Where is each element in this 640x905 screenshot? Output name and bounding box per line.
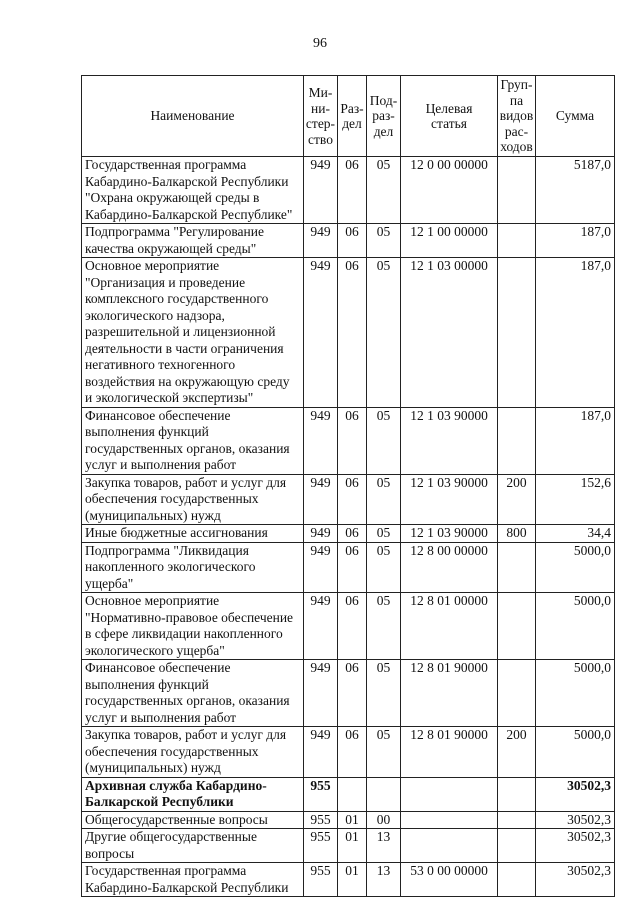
row-amount: 30502,3: [536, 829, 615, 863]
row-name: Подпрограмма "Регулирование качества окружающей среды": [82, 224, 304, 258]
table-row: [82, 660, 615, 727]
row-group: 800: [498, 525, 536, 543]
table-row: [82, 407, 615, 474]
header-target: Целевая статья: [401, 76, 498, 157]
row-target: [401, 811, 498, 829]
row-target: 12 8 01 90000: [401, 727, 498, 778]
row-amount: 5000,0: [536, 660, 615, 727]
row-ministry: 949: [304, 157, 338, 224]
row-amount: 5000,0: [536, 727, 615, 778]
row-section: 01: [338, 811, 367, 829]
row-target: 12 8 01 90000: [401, 660, 498, 727]
row-name: Финансовое обеспечение выполнения функций государственных органов, оказания услуг и выполнения работ: [82, 407, 304, 474]
header-row: [82, 76, 615, 157]
row-name: Финансовое обеспечение выполнения функций государственных органов, оказания услуг и выполнения работ: [82, 660, 304, 727]
row-subsection: 00: [367, 811, 401, 829]
row-ministry: 949: [304, 224, 338, 258]
page-number: 96: [313, 36, 327, 51]
row-name: Основное мероприятие "Нормативно-правовое обеспечение в сфере ликвидации накопленного экологического ущерба": [82, 593, 304, 660]
row-group: [498, 542, 536, 593]
header-section: Раз- дел: [338, 76, 367, 157]
row-group: 200: [498, 727, 536, 778]
row-amount: 30502,3: [536, 777, 615, 811]
row-group: [498, 829, 536, 863]
row-section: 06: [338, 224, 367, 258]
row-section: 01: [338, 863, 367, 897]
header-amount: Сумма: [536, 76, 615, 157]
row-subsection: 05: [367, 407, 401, 474]
row-group: [498, 593, 536, 660]
row-amount: 5187,0: [536, 157, 615, 224]
row-target: 12 0 00 00000: [401, 157, 498, 224]
row-target: 12 1 03 90000: [401, 474, 498, 525]
row-section: 06: [338, 474, 367, 525]
row-subsection: 05: [367, 474, 401, 525]
row-subsection: 05: [367, 542, 401, 593]
row-subsection: 13: [367, 863, 401, 897]
row-name: Другие общегосударственные вопросы: [82, 829, 304, 863]
row-section: 06: [338, 157, 367, 224]
row-amount: 152,6: [536, 474, 615, 525]
row-amount: 34,4: [536, 525, 615, 543]
row-ministry: 949: [304, 727, 338, 778]
row-section: 06: [338, 525, 367, 543]
row-subsection: 13: [367, 829, 401, 863]
table-row: [82, 863, 615, 897]
row-amount: 187,0: [536, 258, 615, 408]
row-amount: 187,0: [536, 224, 615, 258]
row-amount: 5000,0: [536, 593, 615, 660]
row-section: 06: [338, 593, 367, 660]
row-section: 06: [338, 407, 367, 474]
row-ministry: 949: [304, 660, 338, 727]
table-row: [82, 542, 615, 593]
table-row: [82, 224, 615, 258]
row-ministry: 949: [304, 258, 338, 408]
row-ministry: 955: [304, 829, 338, 863]
row-subsection: 05: [367, 660, 401, 727]
row-group: [498, 863, 536, 897]
budget-table: [81, 75, 615, 897]
row-group: [498, 224, 536, 258]
row-target: 53 0 00 00000: [401, 863, 498, 897]
table-row: [82, 811, 615, 829]
row-target: 12 1 00 00000: [401, 224, 498, 258]
row-target: 12 1 03 90000: [401, 407, 498, 474]
row-amount: 30502,3: [536, 863, 615, 897]
row-group: [498, 811, 536, 829]
row-ministry: 949: [304, 474, 338, 525]
table-row: [82, 727, 615, 778]
row-subsection: 05: [367, 727, 401, 778]
row-subsection: 05: [367, 258, 401, 408]
row-amount: 187,0: [536, 407, 615, 474]
row-name: Подпрограмма "Ликвидация накопленного экологического ущерба": [82, 542, 304, 593]
row-subsection: 05: [367, 525, 401, 543]
table-row: [82, 157, 615, 224]
row-name: Общегосударственные вопросы: [82, 811, 304, 829]
row-name: Закупка товаров, работ и услуг для обеспечения государственных (муниципальных) нужд: [82, 727, 304, 778]
row-group: [498, 777, 536, 811]
row-section: 06: [338, 727, 367, 778]
row-ministry: 949: [304, 593, 338, 660]
row-target: 12 1 03 90000: [401, 525, 498, 543]
row-name: Закупка товаров, работ и услуг для обеспечения государственных (муниципальных) нужд: [82, 474, 304, 525]
row-target: [401, 829, 498, 863]
row-group: 200: [498, 474, 536, 525]
row-name: Государственная программа Кабардино-Балкарской Республики: [82, 863, 304, 897]
table-row: [82, 777, 615, 811]
row-section: 06: [338, 660, 367, 727]
row-subsection: 05: [367, 593, 401, 660]
header-subsection: Под- раз- дел: [367, 76, 401, 157]
row-ministry: 949: [304, 407, 338, 474]
row-section: 01: [338, 829, 367, 863]
row-section: 06: [338, 542, 367, 593]
table-row: [82, 829, 615, 863]
header-expense-group: Груп- па видов рас- ходов: [498, 76, 536, 157]
row-amount: 30502,3: [536, 811, 615, 829]
row-ministry: 955: [304, 863, 338, 897]
row-subsection: 05: [367, 157, 401, 224]
row-target: [401, 777, 498, 811]
row-group: [498, 258, 536, 408]
row-subsection: [367, 777, 401, 811]
row-group: [498, 407, 536, 474]
header-name: Наименование: [82, 76, 304, 157]
table-row: [82, 474, 615, 525]
table-row: [82, 258, 615, 408]
row-section: [338, 777, 367, 811]
row-target: 12 8 01 00000: [401, 593, 498, 660]
row-subsection: 05: [367, 224, 401, 258]
table-row: [82, 593, 615, 660]
row-target: 12 1 03 00000: [401, 258, 498, 408]
row-name: Архивная служба Кабардино-Балкарской Республики: [82, 777, 304, 811]
row-group: [498, 157, 536, 224]
row-name: Основное мероприятие "Организация и проведение комплексного государственного экологического надзора, разрешительной и лицензионной деятельности в части ограничения негативного техногенного воздействия на окружающую среду и экологической экспертизы": [82, 258, 304, 408]
row-ministry: 949: [304, 542, 338, 593]
row-ministry: 949: [304, 525, 338, 543]
row-target: 12 8 00 00000: [401, 542, 498, 593]
row-ministry: 955: [304, 811, 338, 829]
header-ministry: Ми- ни- стер- ство: [304, 76, 338, 157]
row-ministry: 955: [304, 777, 338, 811]
row-group: [498, 660, 536, 727]
table-row: [82, 525, 615, 543]
row-section: 06: [338, 258, 367, 408]
row-name: Иные бюджетные ассигнования: [82, 525, 304, 543]
row-amount: 5000,0: [536, 542, 615, 593]
row-name: Государственная программа Кабардино-Балкарской Республики "Охрана окружающей среды в Кабардино-Балкарской Республике": [82, 157, 304, 224]
